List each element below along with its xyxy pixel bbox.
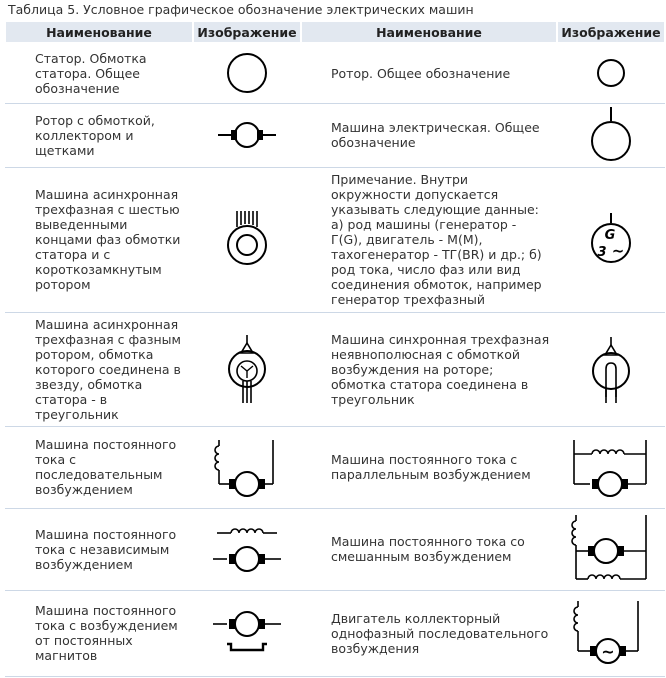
row-4-left-symbol: [193, 312, 301, 426]
header-name-right: Наименование: [301, 21, 557, 43]
row-2-right-symbol: [557, 103, 665, 167]
row-3-right-symbol: [557, 167, 665, 312]
stator-symbol-icon: [217, 48, 277, 98]
single-phase-commutator-motor-symbol-icon: [566, 595, 656, 671]
dc-series-excitation-symbol-icon: [207, 432, 287, 502]
row-4-right-name: Машина синхронная трехфазная неявнополюсная с обмоткой возбуждения на роторе; обмотка статора соединена в треугольник: [301, 312, 557, 426]
electric-machines-table: [4, 20, 666, 677]
rotor-symbol-icon: [581, 48, 641, 98]
row-2-left-symbol: [193, 103, 301, 167]
table-row: [5, 167, 665, 312]
electric-machine-symbol-icon: [581, 105, 641, 165]
sync-three-phase-symbol-icon: [581, 329, 641, 409]
row-5-right-name: Машина постоянного тока с параллельным возбуждением: [301, 426, 557, 508]
row-3-left-name: Машина асинхронная трехфазная с шестью выведенными концами фаз обмотки статора и с короткозамкнутым ротором: [5, 167, 193, 312]
table-row: [5, 103, 665, 167]
row-1-right-name: Ротор. Общее обозначение: [301, 43, 557, 103]
dc-independent-excitation-symbol-icon: [207, 519, 287, 579]
row-1-right-symbol: [557, 43, 665, 103]
row-6-left-symbol: [193, 508, 301, 590]
row-2-right-name: Машина электрическая. Общее обозначение: [301, 103, 557, 167]
dc-permanent-magnet-symbol-icon: [207, 598, 287, 668]
table-row: [5, 590, 665, 676]
generator-three-phase-symbol-icon: [581, 205, 641, 275]
row-3-left-symbol: [193, 167, 301, 312]
row-6-right-symbol: [557, 508, 665, 590]
motor-ac-sign: ~: [601, 642, 615, 661]
dc-compound-excitation-symbol-icon: [566, 511, 656, 587]
row-7-right-symbol: [557, 590, 665, 676]
ac-sign: ~: [611, 241, 625, 260]
table-caption: Таблица 5. Условное графическое обозначение электрических машин: [8, 2, 474, 17]
row-1-left-symbol: [193, 43, 301, 103]
header-image-right: Изображение: [557, 21, 665, 43]
header-row: [5, 21, 665, 43]
table-row: [5, 43, 665, 103]
dc-parallel-excitation-symbol-icon: [566, 432, 656, 502]
row-3-right-name: Примечание. Внутри окружности допускается указывать следующие данные: а) род машины (генератор - Г(G), двигатель - М(М), тахогенератор - ТГ(BR) и др.; б) род тока, число фаз или вид соединения обмоток, например генератор трехфазный: [301, 167, 557, 312]
rotor-commutator-symbol-icon: [212, 115, 282, 155]
header-name-left: Наименование: [5, 21, 193, 43]
row-7-right-name: Двигатель коллекторный однофазный последовательного возбуждения: [301, 590, 557, 676]
row-1-left-name: Статор. Обмотка статора. Общее обозначение: [5, 43, 193, 103]
row-5-left-symbol: [193, 426, 301, 508]
row-7-left-symbol: [193, 590, 301, 676]
row-5-right-symbol: [557, 426, 665, 508]
row-5-left-name: Машина постоянного тока с последовательным возбуждением: [5, 426, 193, 508]
row-4-left-name: Машина асинхронная трехфазная с фазным ротором, обмотка которого соединена в звезду, обмотка статора - в треугольник: [5, 312, 193, 426]
row-4-right-symbol: [557, 312, 665, 426]
header-image-left: Изображение: [193, 21, 301, 43]
table-row: [5, 508, 665, 590]
table-row: [5, 312, 665, 426]
row-7-left-name: Машина постоянного тока с возбуждением от постоянных магнитов: [5, 590, 193, 676]
async-squirrel-cage-symbol-icon: [217, 205, 277, 275]
row-6-right-name: Машина постоянного тока со смешанным возбуждением: [301, 508, 557, 590]
generator-letter: G: [604, 227, 616, 243]
row-6-left-name: Машина постоянного тока с независимым возбуждением: [5, 508, 193, 590]
phase-count: 3: [597, 244, 607, 260]
row-2-left-name: Ротор с обмоткой, коллектором и щетками: [5, 103, 193, 167]
async-wound-rotor-symbol-icon: [217, 329, 277, 409]
table-row: [5, 426, 665, 508]
